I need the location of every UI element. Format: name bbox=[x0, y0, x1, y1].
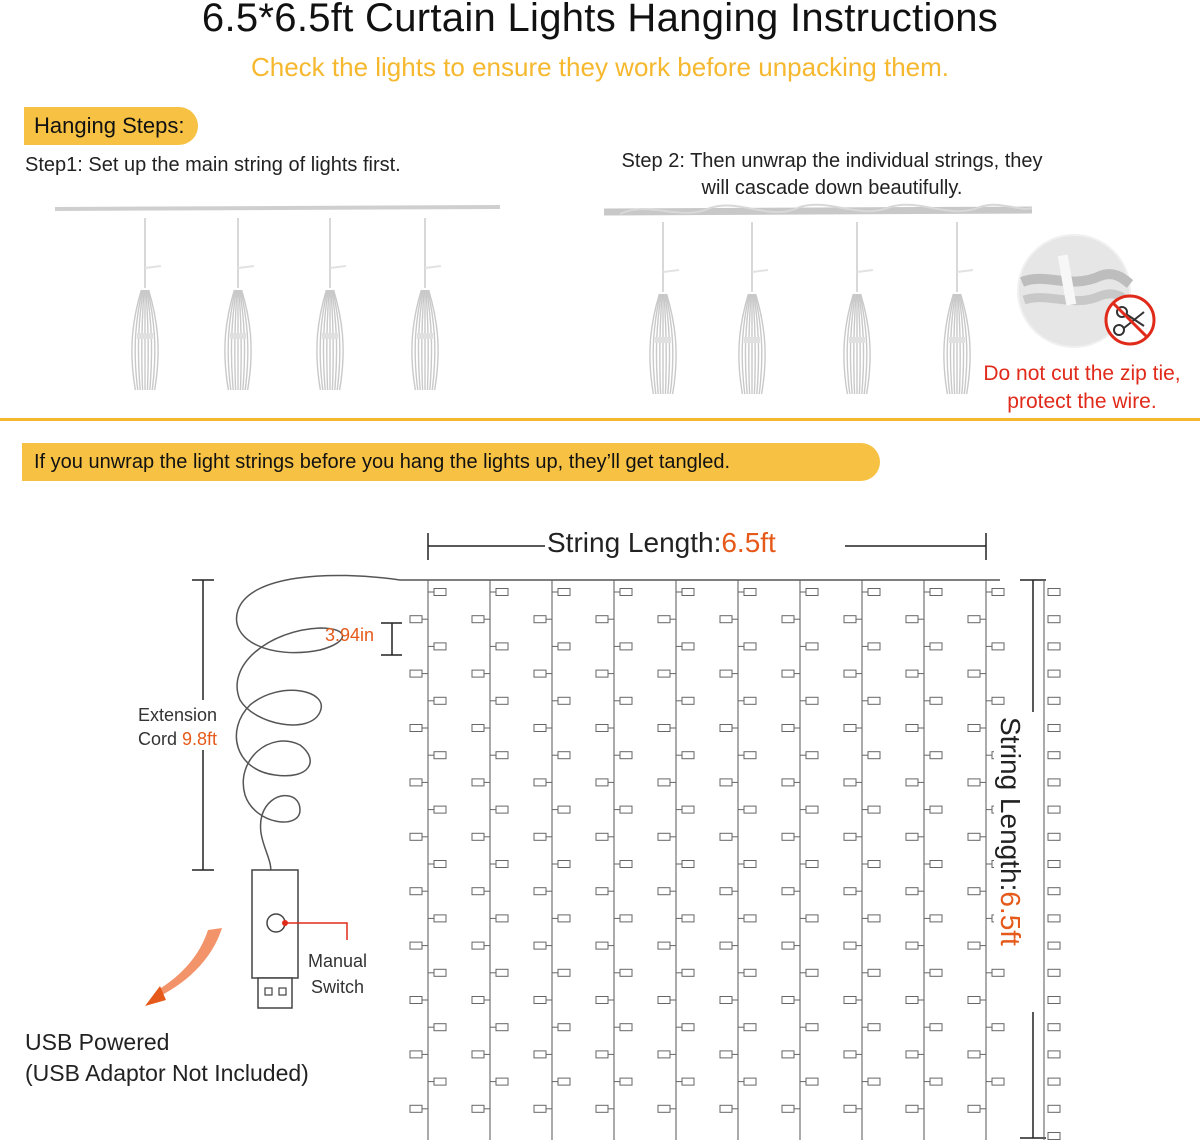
step1-text: Step1: Set up the main string of lights first. bbox=[25, 154, 401, 176]
extension-line2: Cord 9.8ft bbox=[138, 729, 218, 749]
extension-cord bbox=[236, 575, 400, 875]
switch-line2: Switch bbox=[311, 977, 365, 997]
string-length-value: 6.5ft bbox=[721, 527, 776, 558]
string-length-label: String Length: bbox=[995, 717, 1026, 892]
tangle-tip-banner: If you unwrap the light strings before you hang the lights up, they’ll get tangled. bbox=[22, 443, 880, 481]
usb-line1: USB Powered bbox=[25, 1029, 170, 1055]
usb-line2: (USB Adaptor Not Included) bbox=[25, 1060, 309, 1086]
extension-line1: Extension bbox=[138, 705, 218, 725]
extension-cord-label bbox=[138, 703, 217, 751]
hanging-steps-badge: Hanging Steps: bbox=[24, 107, 198, 145]
light-strings-grid bbox=[410, 580, 1060, 1140]
string-length-horizontal bbox=[545, 527, 778, 559]
switch-line1: Manual bbox=[308, 951, 368, 971]
step2-line1: Step 2: Then unwrap the individual strings, they bbox=[621, 150, 1043, 172]
manual-switch-label bbox=[308, 948, 367, 1000]
warning-line1: Do not cut the zip tie, bbox=[983, 362, 1181, 385]
page-title: 6.5*6.5ft Curtain Lights Hanging Instructions bbox=[201, 0, 999, 40]
usb-power-note bbox=[25, 1027, 309, 1089]
step2-line2: will cascade down beautifully. bbox=[701, 177, 963, 199]
subtitle: Check the lights to ensure they work before unpacking them. bbox=[250, 52, 950, 82]
string-length-value: 6.5ft bbox=[995, 891, 1026, 946]
usb-plug-icon bbox=[252, 870, 298, 1008]
string-length-vertical bbox=[994, 715, 1026, 948]
bulb-spacing-label: 3.94in bbox=[325, 625, 375, 645]
extension-value: 9.8ft bbox=[182, 729, 218, 749]
arrow-icon bbox=[145, 928, 222, 1006]
string-length-label: String Length: bbox=[547, 527, 722, 558]
warning-line2: protect the wire. bbox=[1007, 390, 1157, 413]
